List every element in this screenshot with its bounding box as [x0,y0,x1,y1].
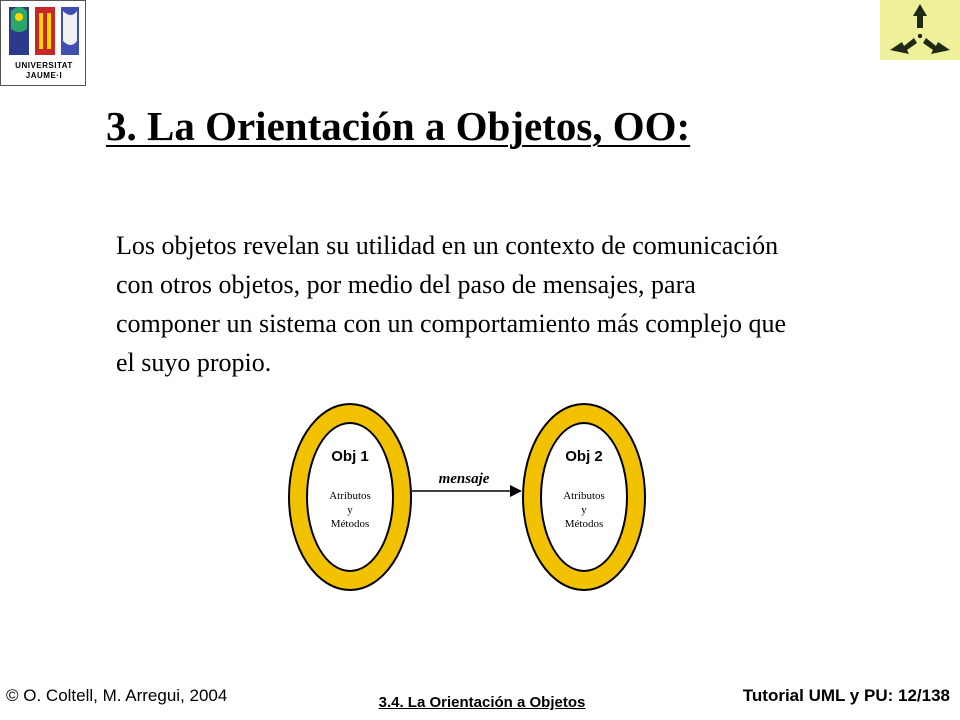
body-paragraph: Los objetos revelan su utilidad en un contexto de comunicación con otros objetos, por medio del paso de mensajes, para componer un sistema con un comportamiento más complejo que el suyo propio. [116,231,787,377]
object2-methods-label: Métodos [564,518,604,530]
message-label: mensaje [438,471,490,487]
object2-y-label: y [581,504,587,516]
object1-methods-label: Métodos [330,518,370,530]
footer-section: 3.4. La Orientación a Objetos [378,694,586,711]
object1-attr-label: Atributos [329,490,371,502]
message-arrow [412,471,522,497]
university-name-line1: UNIVERSITAT [15,61,73,70]
object1-name: Obj 1 [331,448,369,465]
footer-page-info: Tutorial UML y PU: 12/138 [742,686,950,705]
diagram-canvas [280,395,660,605]
arrowhead-icon [510,485,522,497]
object2-node [522,403,646,591]
object-message-diagram [280,395,660,610]
object1-y-label: y [347,504,353,516]
object2-attr-label: Atributos [563,490,605,502]
slide-title: 3. La Orientación a Objetos, OO: [106,103,691,149]
object1-node [288,403,412,591]
tri-arrow-logo-icon [880,0,960,60]
object2-name: Obj 2 [565,448,603,465]
university-emblem-icon [1,1,85,61]
university-logo [0,0,86,86]
department-logo [880,0,960,60]
university-name-line2: JAUME·I [25,71,63,80]
footer-copyright: © O. Coltell, M. Arregui, 2004 [6,686,228,705]
